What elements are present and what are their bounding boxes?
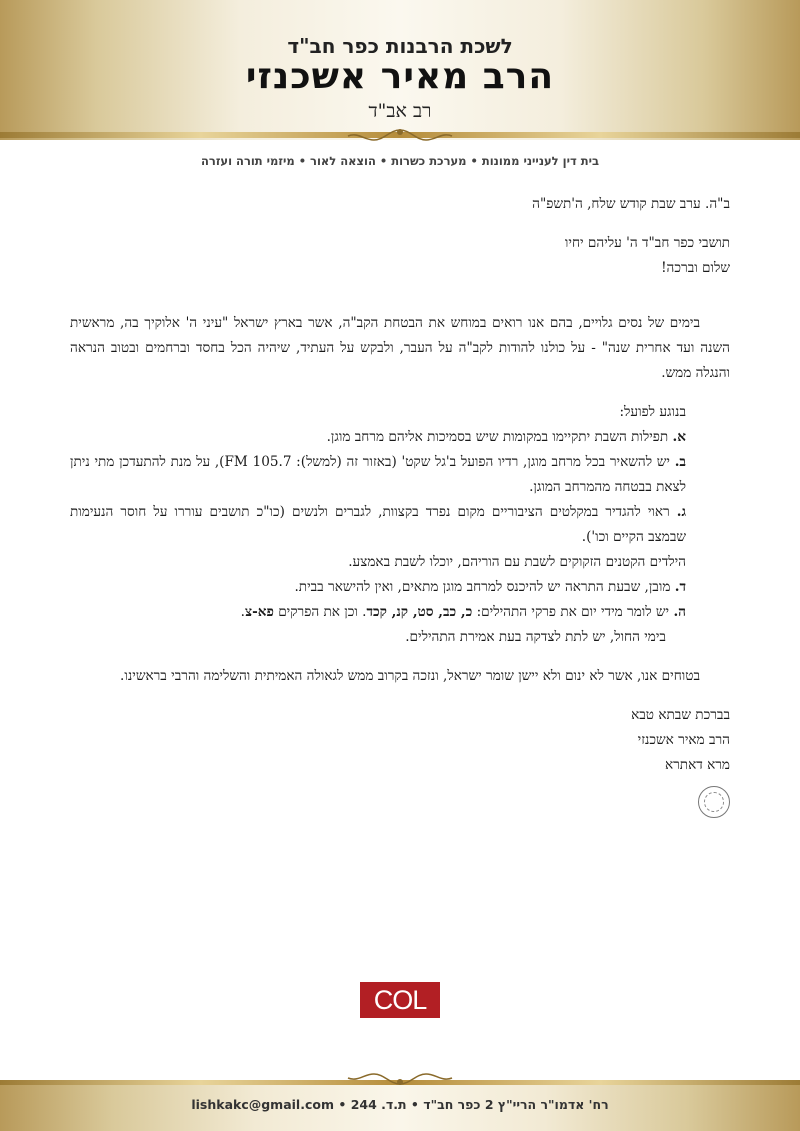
footer-contact [0,1097,800,1112]
item-letter: ב. [674,454,686,470]
list-item [70,600,730,625]
rabbi-title: רב אב"ד [368,100,432,122]
psalm-range: פא-צ [244,604,274,620]
list-item [70,450,730,500]
office-name: לשכת הרבנות כפר חב"ד [287,34,513,58]
letter-closing: בטוחים אנו, אשר לא ינום ולא יישן שומר ישראל, ונזכה בקרוב ממש לגאולה האמיתית והשלימה והרבי בראשינו. [120,668,700,684]
letter-date: ב"ה. ערב שבת קודש שלח, ה'תשפ"ה [532,196,730,212]
item-text: הילדים הקטנים הזקוקים לשבת עם הוריהם, יוכלו לשבת באמצע. [348,554,686,570]
weekday-note: בימי החול, יש לתת לצדקה בעת אמירת התהילים. [405,629,666,645]
footer-email-link[interactable]: lishkakc@gmail.com [191,1097,334,1112]
item-text: ראוי להגדיר במקלטים הציבוריים מקום נפרד בקצוות, לגברים ולנשים (כו"כ תושבים עוררו על חוסר הנעימות שבמצב הקיים וכו'). [70,504,686,545]
item-text: תפילות השבת יתקיימו במקומות שיש בסמיכות אליהם מרחב מוגן. [326,429,669,445]
list-item [70,500,730,550]
list-item [70,575,730,600]
signature-title: מרא דאתרא [664,757,730,773]
item-text: יש להשאיר בכל מרחב מוגן, רדיו הפועל ב'גל שקט' (באזור זה (למשל): FM 105.7), על מנת להתעדכן מתי ניתן לצאת בבטחה מהמרחב המוגן. [70,454,686,495]
item-letter: א. [672,429,686,445]
item-text-end: . [240,604,245,620]
item-letter: ג. [676,504,686,520]
signature-name: הרב מאיר אשכנזי [637,732,730,748]
psalm-chapters: כ, כב, סט, קנ, קכד [366,604,473,620]
item-text-mid: . וכן את הפרקים [278,604,367,620]
letter-body [70,192,730,827]
letter-intro: בימים של נסים גלויים, בהם אנו רואים במוחש את הבטחת הקב"ה, אשר בארץ ישראל "עיני ה' אלוקיך בה, מראשית השנה ועד אחרית שנה" - על כולנו להודות לקב"ה על העבר, ולבקש על העתיד, שיהיה הכל בחסד וברחמים ובטוב הנראה והנגלה ממש. [70,315,730,381]
col-watermark-logo: COL [360,982,440,1018]
list-item [70,425,730,450]
item-text: מובן, שבעת התראה יש להיכנס למרחב מוגן מתאים, ואין להישאר בבית. [294,579,671,595]
item-letter: ה. [673,604,686,620]
practical-heading: בנוגע לפועל: [619,404,686,420]
flourish-ornament-icon [340,1068,460,1090]
services-line: בית דין לענייני ממונות • מערכת כשרות • הוצאה לאור • מיזמי תורה ועזרה [201,154,599,168]
item-letter: ד. [674,579,686,595]
list-item [70,550,730,575]
flourish-ornament-icon [340,126,460,148]
rabbi-name: הרב מאיר אשכנזי [245,56,555,97]
letter-addressee: תושבי כפר חב"ד ה' עליהם יחיו [564,235,730,251]
footer-address: רח' אדמו"ר הריי"ץ 2 כפר חב"ד • ת.ד. 244 • [338,1097,609,1112]
stamp-seal-icon [698,786,730,818]
letter-greeting: שלום וברכה! [661,260,730,276]
signature-blessing: בברכת שבתא טבא [631,707,730,723]
item-text: יש לומר מידי יום את פרקי התהילים: [476,604,670,620]
